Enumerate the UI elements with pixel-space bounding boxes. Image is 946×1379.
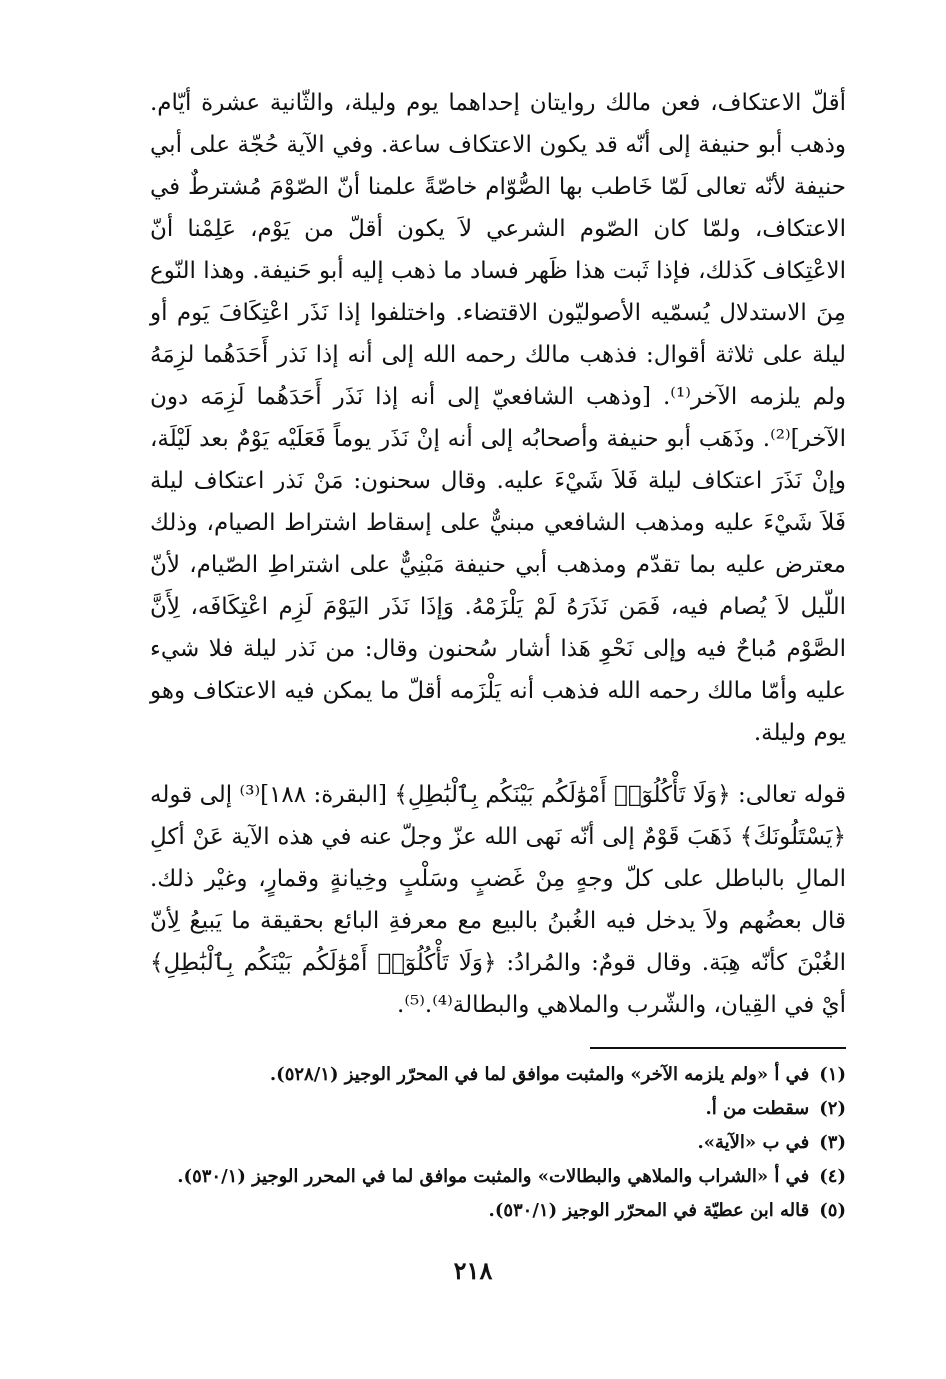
footnote-number: (٣) xyxy=(819,1132,846,1153)
footnote-text: سقطت من أ. xyxy=(705,1098,810,1119)
footnote-text: في أ «ولم يلزمه الآخر» والمثبت موافق لما في المحرّر الوجيز (٥٢٨/١). xyxy=(269,1064,810,1085)
main-text-block xyxy=(150,82,846,1026)
footnote-text: في أ «الشراب والملاهي والبطالات» والمثبت موافق لما في المحرر الوجيز (٥٣٠/١). xyxy=(177,1166,810,1187)
body-paragraph-1: أقلّ الاعتكاف، فعن مالك روايتان إحداهما يوم وليلة، والثّانية عشرة أيّام. وذهب أبو حنيفة إلى أنّه قد يكون الاعتكاف ساعة. وفي الآية حُجّة على أبي حنيفة لأنّه تعالى لَمّا خَاطب بها الصُّوّام خاصّةً علمنا أنّ الصّوْمَ مُشترطٌ في الاعتكاف، ولمّا كان الصّوم الشرعي لاَ يكون أقلّ من يَوْم، عَلِمْنا أنّ الاعْتِكاف كَذلك، فإذا ثَبت هذا ظَهر فساد ما ذهب إليه أبو حَنيفة. وهذا النّوع مِنَ الاستدلال يُسمّيه الأصوليّون الاقتضاء. واختلفوا إذا نَذَر اعْتِكَافَ يَوم أو ليلة على ثلاثة أقوال: فذهب مالك رحمه الله إلى أنه إذا نَذر أَحَدَهُما لزِمَهُ ولم يلزمه الآخر⁽¹⁾. [وذهب الشافعيّ إلى أنه إذا نَذَر أَحَدَهُما لَزِمَه دون الآخر]⁽²⁾. وذَهَب أبو حنيفة وأصحابُه إلى أنه إنْ نَذَر يوماً فَعَلَيْه يَوْمٌ بعد لَيْلَة، وإنْ نَذَرَ اعتكاف ليلة فَلاَ شَيْءَ عليه. وقال سحنون: مَنْ نَذر اعتكاف ليلة فَلاَ شَيْءَ عليه ومذهب الشافعي مبنيٌّ على إسقاط اشتراط الصيام، وذلك معترض عليه بما تقدّم ومذهب أبي حنيفة مَبْنِيٌّ على اشتراطِ الصّيام، لأنّ اللّيل لاَ يُصام فيه، فَمَن نَذَرَهُ لَمْ يَلْزَمْهُ. وَإذَا نَذَر اليَوْمَ لَزِم اعْتِكَافَه، لِأَنَّ الصَّوْم مُباحٌ فيه وإلى نَحْوِ هَذا أشار سُحنون وقال: من نَذر ليلة فلا شيء عليه وأمّا مالك رحمه الله فذهب أنه يَلْزَمه أقلّ ما يمكن فيه الاعتكاف وهو يوم وليلة. xyxy=(150,90,846,746)
footnote-2 xyxy=(150,1092,846,1126)
footnotes-section xyxy=(150,1058,846,1228)
footnote-number: (٥) xyxy=(819,1200,846,1221)
footnote-separator xyxy=(590,1047,846,1049)
footnote-number: (٢) xyxy=(819,1098,846,1119)
page-number: ٢١٨ xyxy=(453,1256,493,1285)
footnote-text: قاله ابن عطيّة في المحرّر الوجيز (٥٣٠/١). xyxy=(488,1200,810,1221)
footnote-3 xyxy=(150,1126,846,1160)
footnote-number: (٤) xyxy=(819,1166,846,1187)
footnote-5 xyxy=(150,1194,846,1228)
footnote-4 xyxy=(150,1160,846,1194)
footnote-number: (١) xyxy=(819,1064,846,1085)
footnote-text: في ب «الآية». xyxy=(697,1132,810,1153)
footnote-1 xyxy=(150,1058,846,1092)
body-paragraph-2: قوله تعالى: ﴿وَلَا تَأْكُلُوٓا۟ أَمْوَٰلَكُم بَيْنَكُم بِٱلْبَٰطِلِ﴾ [البقرة: ١٨٨]⁽³⁾ إلى قوله ﴿يَسْتَلُونَكَ﴾ ذَهَبَ قَوْمٌ إلى أنّه نَهى الله عزّ وجلّ عنه في هذه الآية عَنْ أكلِ المالِ بالباطل على كلّ وجهٍ مِنْ غَضبٍ وسَلْبٍ وخِيانةٍ وقمارٍ، وغيْر ذلك. قال بعضُهم ولاَ يدخل فيه الغُبنُ بالبيع مع معرفةِ البائع بحقيقة ما يَبيعُ لِأنّ الغُبْنَ كأنّه هِبَة. وقال قومٌ: والمُرادُ: ﴿وَلَا تَأْكُلُوٓا۟ أَمْوَٰلَكُم بَيْنَكُم بِٱلْبَٰطِلِ﴾ أيْ في القِيان، والشّرب والملاهي والبطالة⁽⁴⁾.⁽⁵⁾. xyxy=(150,782,846,1018)
